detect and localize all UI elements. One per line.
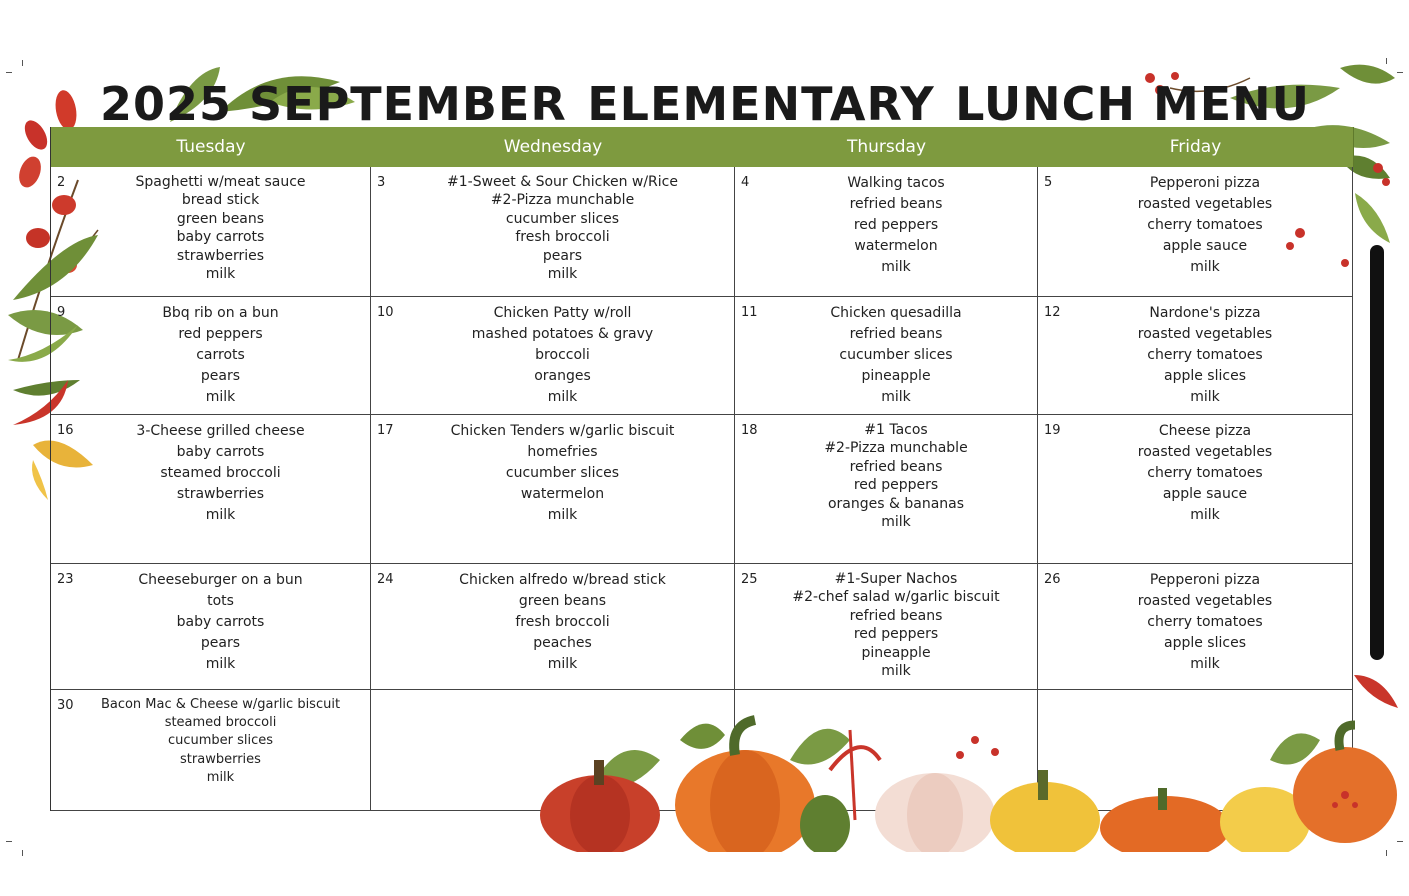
menu-items (81, 570, 360, 675)
menu-item: 3-Cheese grilled cheese (136, 423, 305, 439)
day-cell (51, 297, 371, 415)
menu-item: strawberries (180, 751, 261, 767)
day-cell (1038, 297, 1353, 415)
menu-item: homefries (527, 444, 598, 460)
day-number: 19 (1044, 423, 1061, 438)
day-number: 30 (57, 698, 74, 713)
menu-item: baby carrots (176, 229, 265, 246)
menu-item: milk (205, 507, 236, 523)
menu-item: Pepperoni pizza (1149, 572, 1261, 588)
menu-item: bread stick (181, 192, 260, 209)
menu-item: Bbq rib on a bun (162, 305, 279, 321)
menu-item: pineapple (861, 368, 931, 384)
menu-item: milk (547, 266, 578, 283)
menu-item: watermelon (520, 486, 605, 502)
menu-item: milk (1190, 389, 1220, 405)
menu-item: apple sauce (1162, 238, 1248, 254)
menu-item: red peppers (853, 217, 939, 233)
menu-item: refried beans (849, 326, 943, 342)
menu-items (81, 303, 360, 408)
pumpkins-icon (530, 700, 1400, 852)
day-number: 16 (57, 423, 74, 438)
day-cell (371, 297, 735, 415)
menu-items (401, 303, 724, 408)
day-cell (51, 564, 371, 690)
day-cell (735, 167, 1038, 297)
day-number: 23 (57, 572, 74, 587)
menu-item: milk (205, 266, 236, 283)
menu-item: pears (200, 368, 241, 384)
menu-items (765, 173, 1027, 278)
day-number: 11 (741, 305, 758, 320)
day-cell (51, 167, 371, 297)
menu-item: peaches (533, 635, 592, 651)
menu-item: milk (1190, 259, 1220, 275)
menu-item: roasted vegetables (1137, 593, 1273, 609)
menu-items (765, 303, 1027, 408)
menu-item: strawberries (176, 247, 265, 264)
menu-items (81, 173, 360, 284)
menu-items (401, 570, 724, 675)
menu-item: milk (205, 656, 236, 672)
menu-item: milk (881, 259, 911, 275)
day-header-thursday: Thursday (735, 127, 1039, 167)
day-cell (1038, 167, 1353, 297)
menu-item: Pepperoni pizza (1149, 175, 1261, 191)
menu-item: Cheese pizza (1158, 423, 1252, 439)
menu-items (1068, 421, 1342, 526)
menu-items (765, 421, 1027, 532)
menu-item: refried beans (849, 458, 943, 475)
day-number: 2 (57, 175, 66, 190)
day-number: 3 (377, 175, 386, 190)
day-cell (371, 415, 735, 564)
menu-item: oranges (534, 368, 591, 384)
menu-item: cherry tomatoes (1147, 465, 1263, 481)
menu-item: milk (205, 389, 236, 405)
day-cell (735, 564, 1038, 690)
menu-items (765, 570, 1027, 681)
menu-item: Bacon Mac & Cheese w/garlic biscuit (100, 697, 341, 712)
menu-item: baby carrots (176, 614, 265, 630)
menu-item: apple sauce (1162, 486, 1248, 502)
menu-item: fresh broccoli (515, 229, 610, 246)
menu-item: #2-chef salad w/garlic biscuit (792, 589, 1000, 606)
day-number: 9 (57, 305, 66, 320)
menu-item: green beans (518, 593, 607, 609)
menu-item: Walking tacos (847, 175, 945, 191)
menu-item: Spaghetti w/meat sauce (135, 174, 306, 190)
menu-item: pineapple (861, 644, 931, 661)
day-cell (1038, 415, 1353, 564)
title-month: 2025 SEPTEMBER (100, 77, 567, 131)
menu-items (1068, 570, 1342, 675)
day-cell (1038, 564, 1353, 690)
menu-item: mashed potatoes & gravy (471, 326, 654, 342)
menu-item: roasted vegetables (1137, 326, 1273, 342)
menu-item: milk (881, 514, 911, 531)
menu-item: red peppers (178, 326, 263, 342)
menu-item: watermelon (854, 238, 938, 254)
menu-items (1068, 173, 1342, 278)
menu-items (401, 421, 724, 526)
menu-items (81, 696, 360, 787)
menu-item: roasted vegetables (1137, 196, 1273, 212)
menu-item: milk (1190, 507, 1220, 523)
menu-item: cherry tomatoes (1147, 217, 1263, 233)
day-cell (735, 297, 1038, 415)
menu-item: milk (547, 656, 578, 672)
day-cell (735, 415, 1038, 564)
day-header-tuesday: Tuesday (51, 127, 372, 167)
menu-item: milk (547, 389, 578, 405)
menu-item: Chicken quesadilla (830, 305, 962, 321)
menu-item: refried beans (849, 196, 943, 212)
menu-item: pears (200, 635, 241, 651)
menu-item: apple slices (1164, 635, 1246, 651)
menu-item: Chicken Patty w/roll (493, 305, 632, 321)
menu-item: Cheeseburger on a bun (138, 572, 303, 588)
menu-item: #1 Tacos (864, 422, 928, 438)
menu-item: red peppers (853, 626, 939, 643)
menu-item: tots (207, 593, 234, 609)
day-number: 18 (741, 423, 758, 438)
menu-item: refried beans (849, 607, 943, 624)
menu-items (81, 421, 360, 526)
menu-item: milk (881, 389, 911, 405)
menu-item: red peppers (853, 477, 939, 494)
menu-items (401, 173, 724, 284)
menu-item: Chicken Tenders w/garlic biscuit (450, 423, 675, 439)
menu-item: pears (542, 247, 583, 264)
day-cell (51, 415, 371, 564)
menu-item: carrots (196, 347, 245, 363)
menu-items (1068, 303, 1342, 408)
day-cell (51, 690, 371, 811)
menu-item: Nardone's pizza (1149, 305, 1261, 321)
menu-item: fresh broccoli (515, 614, 610, 630)
day-number: 5 (1044, 175, 1053, 190)
menu-item: baby carrots (176, 444, 265, 460)
scrollbar[interactable] (1370, 245, 1384, 660)
menu-item: milk (1190, 656, 1220, 672)
menu-item: cherry tomatoes (1147, 614, 1263, 630)
day-number: 17 (377, 423, 394, 438)
menu-item: strawberries (176, 486, 265, 502)
menu-item: #1-Sweet & Sour Chicken w/Rice (447, 174, 678, 190)
menu-item: #2-Pizza munchable (824, 440, 968, 457)
menu-item: #1-Super Nachos (834, 571, 958, 587)
menu-item: cucumber slices (505, 465, 620, 481)
menu-item: #2-Pizza munchable (490, 192, 635, 209)
title-menu: LUNCH MENU (955, 77, 1310, 131)
day-number: 26 (1044, 572, 1061, 587)
menu-item: Chicken alfredo w/bread stick (459, 572, 666, 588)
day-number: 12 (1044, 305, 1061, 320)
menu-item: milk (206, 769, 235, 785)
day-cell (371, 564, 735, 690)
day-number: 24 (377, 572, 394, 587)
menu-item: cucumber slices (167, 733, 274, 749)
menu-item: cucumber slices (839, 347, 953, 363)
menu-item: green beans (176, 210, 265, 227)
menu-item: apple slices (1164, 368, 1246, 384)
day-header-wednesday: Wednesday (371, 127, 736, 167)
menu-item: cherry tomatoes (1147, 347, 1263, 363)
title-school: ELEMENTARY (587, 77, 935, 131)
menu-item: milk (547, 507, 578, 523)
day-number: 10 (377, 305, 394, 320)
menu-item: broccoli (535, 347, 590, 363)
crop-mark (22, 850, 23, 856)
menu-item: oranges & bananas (827, 495, 965, 512)
day-number: 4 (741, 175, 750, 190)
crop-mark (6, 841, 12, 842)
menu-item: steamed broccoli (164, 715, 277, 731)
menu-item: steamed broccoli (160, 465, 281, 481)
menu-item: roasted vegetables (1137, 444, 1273, 460)
page-title (100, 74, 1310, 134)
menu-item: milk (881, 663, 911, 680)
day-number: 25 (741, 572, 758, 587)
menu-item: cucumber slices (505, 210, 620, 227)
day-cell (371, 167, 735, 297)
day-header-friday: Friday (1038, 127, 1354, 167)
